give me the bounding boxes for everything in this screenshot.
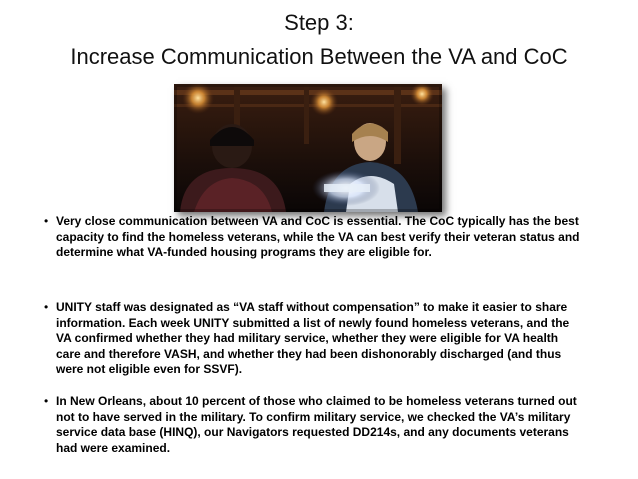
bullet-glyph: • — [44, 214, 49, 228]
photo-two-people-laptop-icon — [174, 84, 442, 212]
bullet-text: UNITY staff was designated as “VA staff without compensation” to make it easier to share information. Each week UNITY submitted a list of newly found homeless veterans, and the VA confirmed whether they had military service, whether they were eligible for VA health care and therefore VASH, and whether they had been dishonorably discharged (and thus were not eligible even for SSVF). — [56, 300, 570, 377]
bullet-item — [44, 300, 584, 378]
photo-two-people-laptop — [174, 84, 442, 212]
bullet-text: Very close communication between VA and CoC is essential. The CoC typically has the best capacity to find the homeless veterans, while the VA can best verify their veteran status and determine what VA-funded housing programs they are eligible for. — [56, 214, 580, 260]
slide-title-line2: Increase Communication Between the VA and CoC — [70, 44, 568, 69]
bullet-text: In New Orleans, about 10 percent of those who claimed to be homeless veterans turned out not to have served in the military. To confirm military service, we checked the VA’s military service data base (HINQ), our Navigators requested DD214s, and any documents veterans had were examined. — [56, 394, 577, 455]
bullet-item — [44, 394, 584, 456]
slide-title-line1: Step 3: — [284, 10, 354, 35]
bullet-glyph: • — [44, 394, 49, 408]
bullet-item — [44, 214, 584, 261]
bullet-glyph: • — [44, 300, 49, 314]
